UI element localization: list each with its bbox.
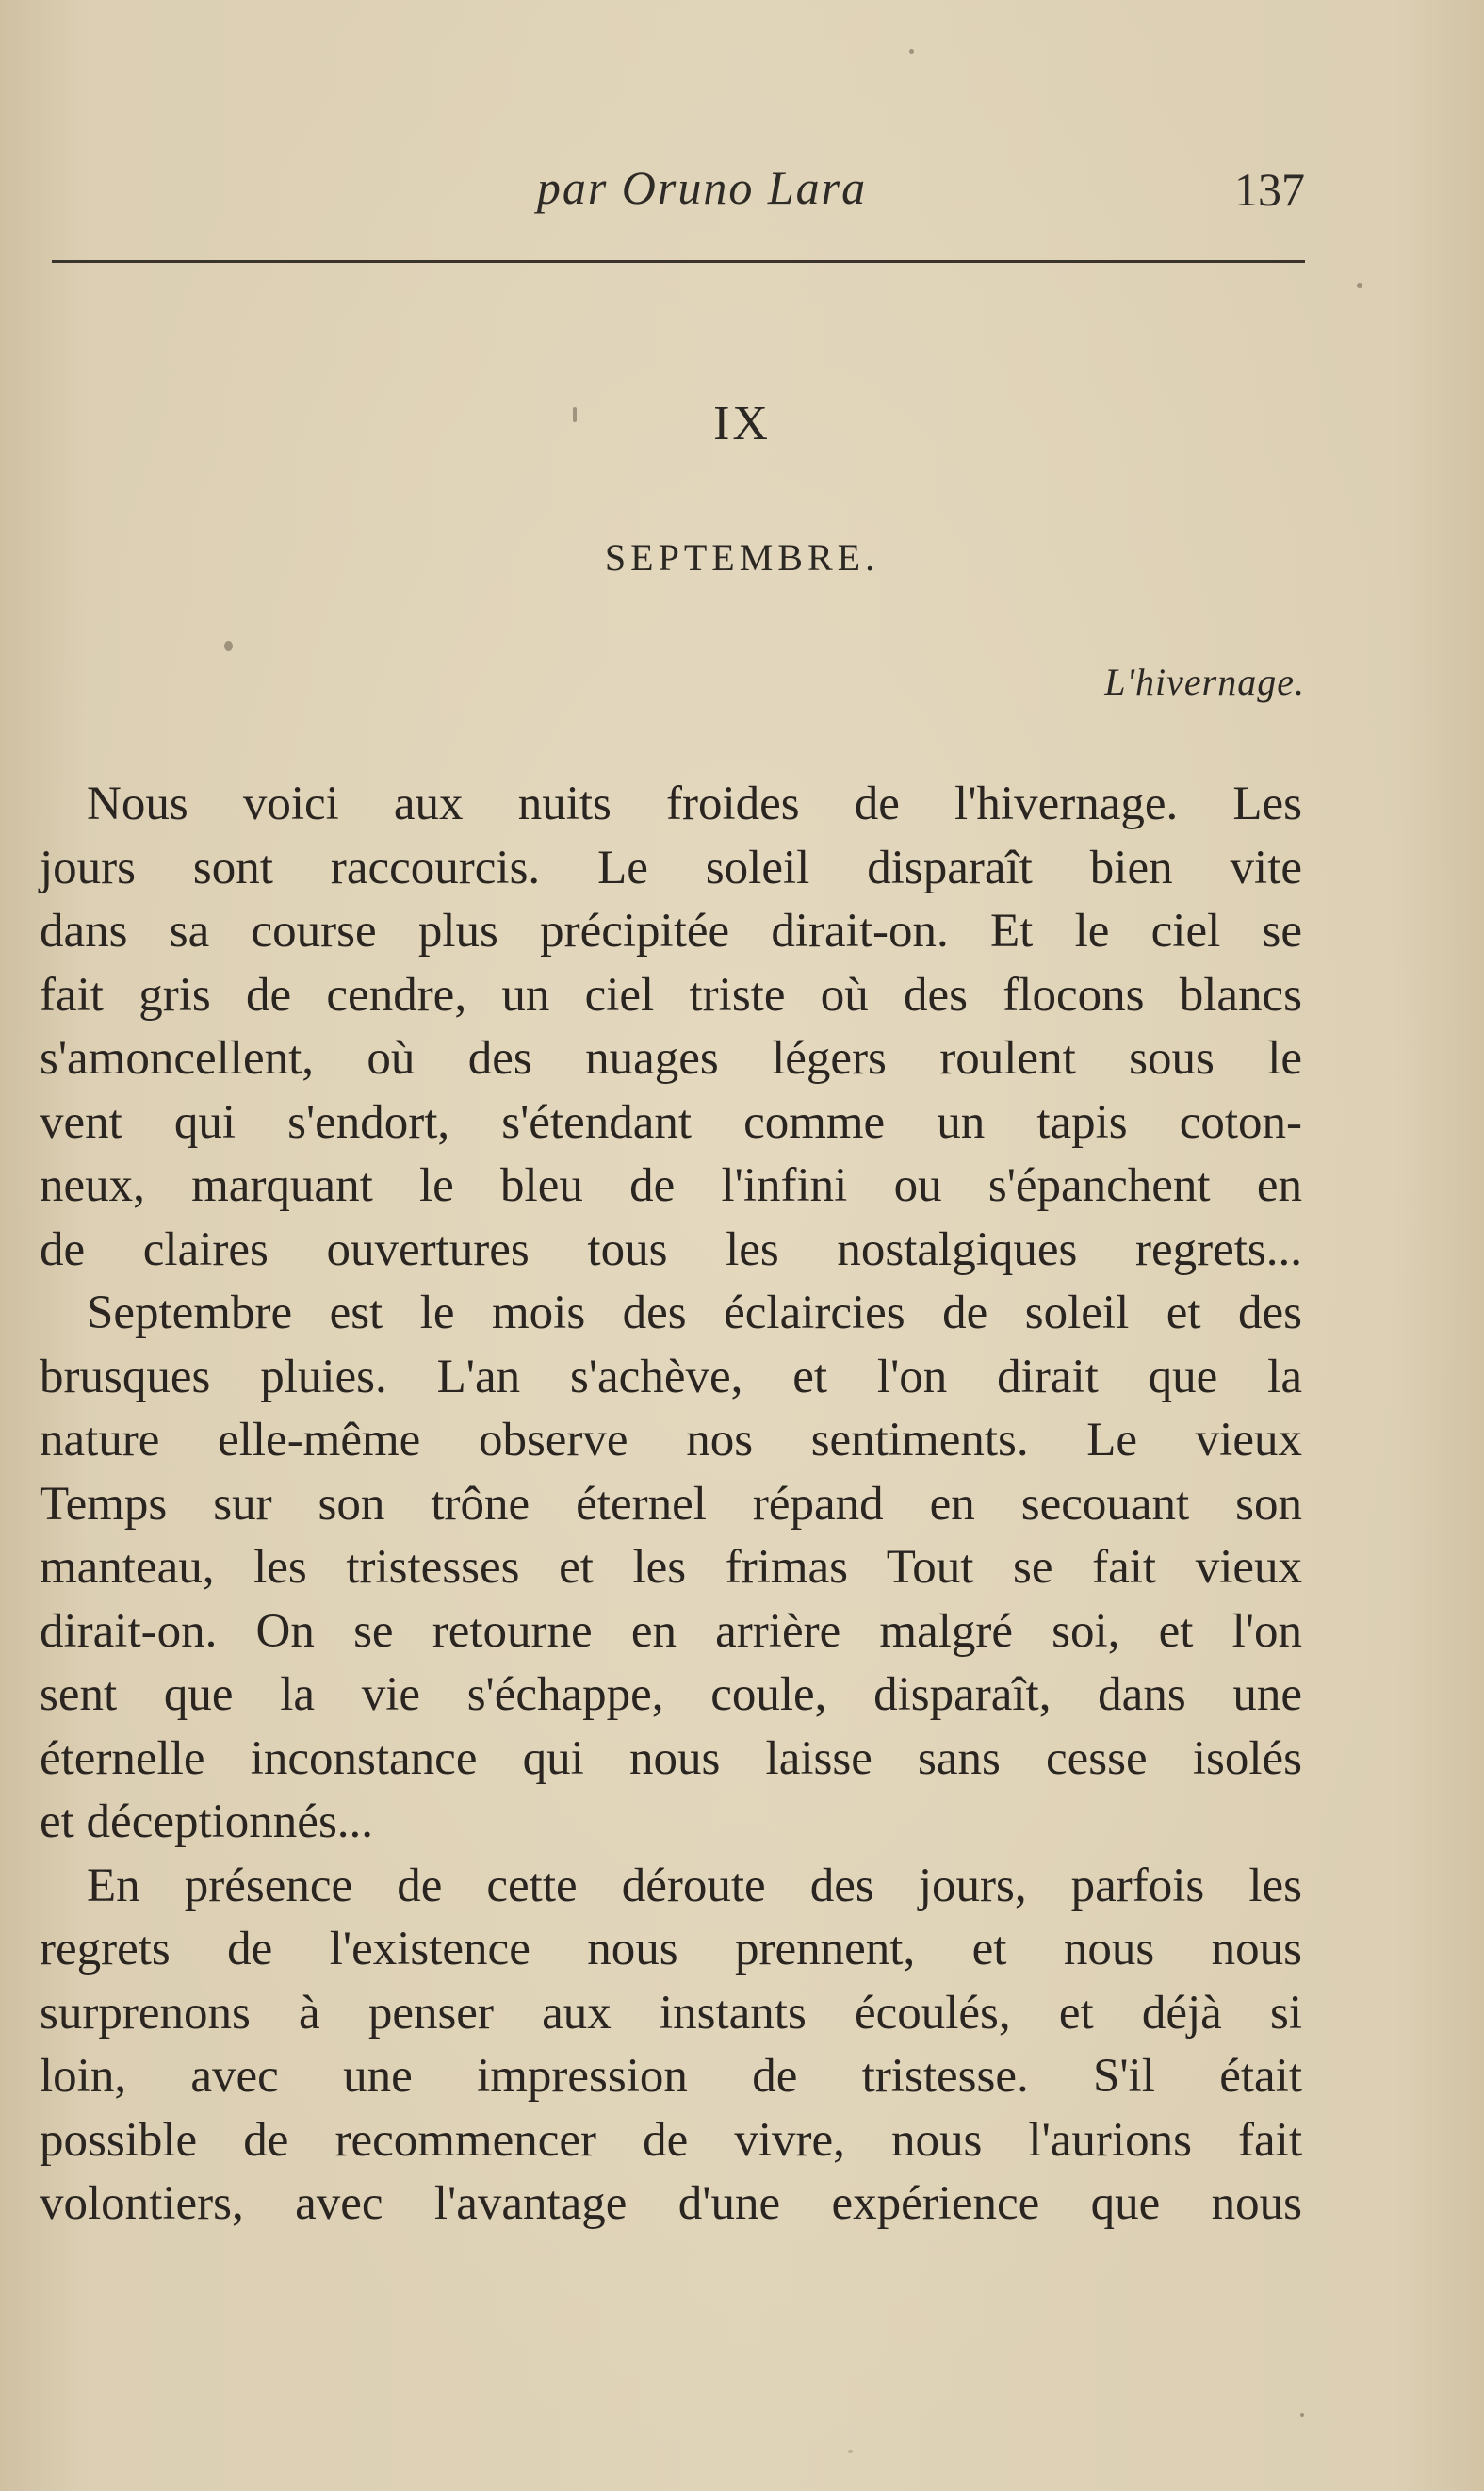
text-line: brusques pluies. L'an s'achève, et l'on dirait que la [40,1350,1302,1403]
text-line: nature elle-même observe nos sentiments. Le vieux [40,1414,1302,1467]
text-line: éternelle inconstance qui nous laisse sans cesse isolés [40,1731,1302,1785]
epigraph: L'hivernage. [1104,661,1305,703]
paper-speck [1357,283,1362,288]
paper-speck [909,49,914,54]
text-line: regrets de l'existence nous prennent, et nous nous [40,1923,1302,1975]
text-line: Temps sur son trône éternel répand en secouant son [40,1477,1302,1531]
chapter-number: IX [713,397,771,451]
paper-speck [573,407,577,422]
text-line: jours sont raccourcis. Le soleil disparaît bien vite [40,841,1302,894]
text-line: dans sa course plus précipitée dirait-on. Et le ciel se [40,905,1302,958]
paper-speck [848,2450,853,2453]
text-line: manteau, les tristesses et les frimas Tout se fait vieux [40,1541,1302,1594]
text-line: En présence de cette déroute des jours, parfois les [87,1859,1302,1912]
paper-speck [224,641,233,651]
text-line: fait gris de cendre, un ciel triste où des flocons blancs [40,968,1302,1022]
text-line: de claires ouvertures tous les nostalgiques regrets... [40,1222,1302,1276]
text-line: possible de recommencer de vivre, nous l'aurions fait [40,2113,1302,2167]
page-header [52,160,1305,226]
text-line: surprenons à penser aux instants écoulés, et déjà si [40,1986,1302,2040]
text-line: et déceptionnés... [40,1795,374,1848]
text-line: dirait-on. On se retourne en arrière malgré soi, et l'on [40,1604,1302,1658]
text-line: Nous voici aux nuits froides de l'hivernage. Les [87,778,1302,830]
body-text [40,773,1302,2237]
text-line: volontiers, avec l'avantage d'une expérience que nous [40,2177,1302,2230]
text-line: loin, avec une impression de tristesse. S'il était [40,2050,1302,2103]
text-line: Septembre est le mois des éclaircies de soleil et des [87,1286,1302,1339]
text-line: neux, marquant le bleu de l'infini ou s'épanchent en [40,1159,1302,1212]
text-line: s'amoncellent, où des nuages légers roulent sous le [40,1032,1302,1085]
header-rule [52,260,1305,263]
chapter-title: SEPTEMBRE. [604,536,880,579]
paper-speck [1300,2413,1304,2417]
running-title: par Oruno Lara [536,161,868,214]
text-line: sent que la vie s'échappe, coule, disparaît, dans une [40,1668,1302,1721]
page-number: 137 [1234,163,1305,216]
text-line: vent qui s'endort, s'étendant comme un tapis coton- [40,1095,1302,1149]
